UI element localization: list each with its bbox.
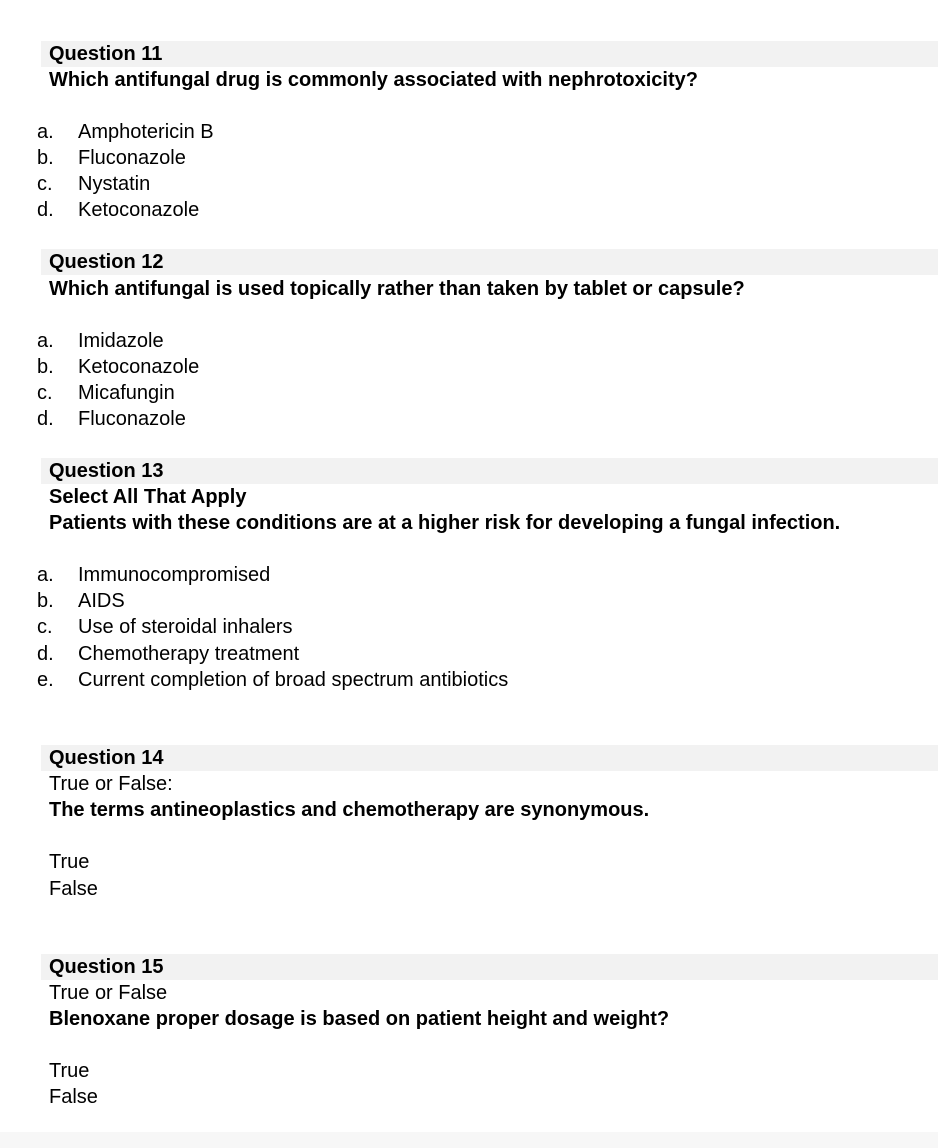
question-11-header-band [41, 41, 938, 67]
question-13-header-band [41, 458, 938, 484]
question-14-header-band [41, 745, 938, 771]
option-letter: b. [37, 590, 54, 612]
option-letter: a. [37, 121, 54, 143]
option-text: Amphotericin B [78, 121, 214, 143]
option-letter: a. [37, 564, 54, 586]
question-15-instruction: True or False [49, 982, 168, 1004]
option-letter: b. [37, 356, 54, 378]
question-12-title: Question 12 [49, 251, 164, 273]
question-11-title: Question 11 [49, 43, 163, 65]
option-text: Ketoconazole [78, 199, 200, 221]
option-letter: c. [37, 173, 53, 195]
option-text: Chemotherapy treatment [78, 643, 300, 665]
question-14-instruction: True or False: [49, 773, 173, 795]
option-text: Use of steroidal inhalers [78, 616, 293, 638]
option-text: Micafungin [78, 382, 175, 404]
question-15-title: Question 15 [49, 956, 164, 978]
question-14-title: Question 14 [49, 747, 164, 769]
option-text: Nystatin [78, 173, 151, 195]
option-letter: c. [37, 382, 53, 404]
option-text: Ketoconazole [78, 356, 200, 378]
page-bottom-band [0, 1132, 938, 1148]
option-letter: a. [37, 330, 54, 352]
option-text: Fluconazole [78, 147, 186, 169]
question-13-title: Question 13 [49, 460, 164, 482]
question-15-answer-false[interactable]: False [49, 1086, 98, 1108]
question-11-stem: Which antifungal drug is commonly associated with nephrotoxicity? [49, 69, 698, 91]
option-text: AIDS [78, 590, 125, 612]
question-14-answer-true[interactable]: True [49, 851, 90, 873]
question-13-instruction: Select All That Apply [49, 486, 247, 508]
question-12-header-band [41, 249, 938, 275]
option-letter: e. [37, 669, 54, 691]
option-text: Current completion of broad spectrum antibiotics [78, 669, 509, 691]
option-letter: d. [37, 199, 54, 221]
option-letter: c. [37, 616, 53, 638]
question-15-stem: Blenoxane proper dosage is based on patient height and weight? [49, 1008, 670, 1030]
question-14-answer-false[interactable]: False [49, 878, 98, 900]
option-text: Imidazole [78, 330, 164, 352]
option-text: Fluconazole [78, 408, 186, 430]
option-letter: d. [37, 408, 54, 430]
question-12-stem: Which antifungal is used topically rather than taken by tablet or capsule? [49, 278, 745, 300]
option-letter: b. [37, 147, 54, 169]
question-15-answer-true[interactable]: True [49, 1060, 90, 1082]
option-letter: d. [37, 643, 54, 665]
question-15-header-band [41, 954, 938, 980]
question-13-stem: Patients with these conditions are at a higher risk for developing a fungal infection. [49, 512, 841, 534]
option-text: Immunocompromised [78, 564, 271, 586]
question-14-stem: The terms antineoplastics and chemotherapy are synonymous. [49, 799, 650, 821]
